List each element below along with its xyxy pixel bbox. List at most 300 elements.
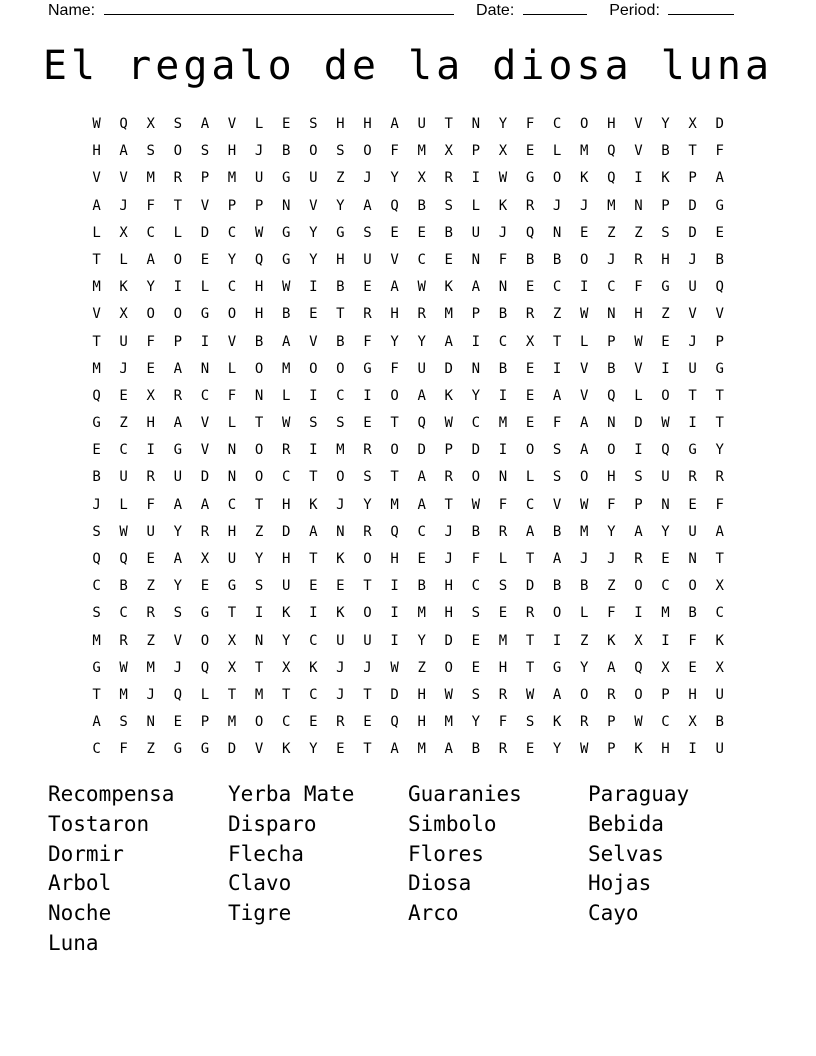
grid-letter[interactable]: A [444,333,453,350]
grid-letter[interactable]: P [227,197,237,214]
grid-letter[interactable]: W [417,279,426,296]
grid-letter[interactable]: V [309,333,318,350]
grid-letter[interactable]: J [146,686,155,703]
grid-letter[interactable]: Y [309,741,318,758]
grid-letter[interactable]: R [525,306,535,323]
grid-letter[interactable]: O [634,686,643,703]
grid-letter[interactable]: B [552,251,562,268]
grid-letter[interactable]: C [146,224,155,241]
grid-letter[interactable]: G [200,741,210,758]
grid-letter[interactable]: U [688,279,697,296]
grid-letter[interactable]: B [552,578,562,595]
grid-letter[interactable]: O [552,170,562,187]
grid-letter[interactable]: N [227,469,237,486]
grid-letter[interactable]: G [173,741,183,758]
grid-letter[interactable]: Y [607,523,616,540]
grid-letter[interactable]: V [552,496,562,513]
grid-letter[interactable]: I [661,632,670,649]
grid-letter[interactable]: T [715,415,724,432]
grid-letter[interactable]: Q [119,551,128,567]
grid-letter[interactable]: H [254,306,264,323]
grid-letter[interactable]: N [688,551,697,567]
grid-letter[interactable]: C [661,714,670,731]
grid-letter[interactable]: E [688,496,697,513]
grid-letter[interactable]: R [525,605,535,622]
grid-letter[interactable]: A [552,387,562,404]
grid-letter[interactable]: N [254,387,264,404]
grid-letter[interactable]: L [119,496,128,513]
grid-letter[interactable]: V [634,116,643,132]
grid-letter[interactable]: L [525,469,535,486]
name-field[interactable] [48,0,454,20]
grid-letter[interactable]: V [580,360,589,377]
grid-letter[interactable]: J [688,333,697,350]
grid-letter[interactable]: S [336,143,345,160]
grid-letter[interactable]: I [309,605,318,622]
grid-letter[interactable]: O [390,442,399,459]
grid-letter[interactable]: N [254,632,264,649]
grid-letter[interactable]: H [363,116,372,132]
grid-letter[interactable]: K [580,170,589,187]
grid-letter[interactable]: K [336,605,345,622]
grid-letter[interactable]: O [525,442,535,459]
grid-letter[interactable]: C [119,605,128,622]
grid-letter[interactable]: D [200,224,210,241]
grid-letter[interactable]: A [119,143,128,160]
grid-letter[interactable]: A [309,523,318,540]
grid-letter[interactable]: V [390,251,399,268]
grid-letter[interactable]: I [634,605,643,622]
grid-letter[interactable]: F [498,496,508,513]
grid-letter[interactable]: L [227,415,237,432]
grid-letter[interactable]: Y [254,551,264,567]
grid-letter[interactable]: B [444,224,453,241]
grid-letter[interactable]: E [661,333,670,350]
grid-letter[interactable]: B [254,333,264,350]
grid-letter[interactable]: V [580,387,589,404]
grid-letter[interactable]: M [417,605,426,622]
grid-letter[interactable]: A [525,523,535,540]
grid-letter[interactable]: Z [607,578,616,595]
grid-letter[interactable]: G [525,170,535,187]
grid-letter[interactable]: E [309,714,318,731]
grid-letter[interactable]: N [498,279,508,296]
grid-letter[interactable]: G [92,415,101,432]
grid-letter[interactable]: A [173,496,183,513]
grid-letter[interactable]: M [119,686,128,703]
grid-letter[interactable]: H [634,306,643,323]
grid-letter[interactable]: L [580,605,589,622]
grid-letter[interactable]: R [146,605,155,622]
grid-letter[interactable]: E [525,360,535,377]
grid-letter[interactable]: Z [634,224,643,241]
grid-letter[interactable]: B [715,251,724,268]
date-blank[interactable] [523,0,587,15]
grid-letter[interactable]: H [661,251,670,268]
grid-letter[interactable]: X [715,578,724,595]
grid-letter[interactable]: N [200,360,210,377]
grid-letter[interactable]: N [281,197,291,214]
grid-letter[interactable]: G [363,360,372,377]
grid-letter[interactable]: Y [309,224,318,241]
grid-letter[interactable]: M [281,360,291,377]
grid-letter[interactable]: P [254,197,264,214]
grid-letter[interactable]: B [119,578,128,595]
grid-letter[interactable]: W [281,415,291,432]
grid-letter[interactable]: H [336,116,345,132]
grid-letter[interactable]: F [715,496,724,513]
grid-letter[interactable]: Q [200,659,210,676]
grid-letter[interactable]: K [661,170,670,187]
grid-letter[interactable]: R [634,551,643,567]
grid-letter[interactable]: N [498,469,508,486]
grid-letter[interactable]: O [390,387,399,404]
grid-letter[interactable]: L [119,251,128,268]
grid-letter[interactable]: W [119,659,128,676]
grid-letter[interactable]: T [390,469,399,486]
grid-letter[interactable]: A [390,116,399,132]
grid-letter[interactable]: L [254,116,264,132]
grid-letter[interactable]: D [200,469,210,486]
grid-letter[interactable]: U [281,578,291,595]
grid-letter[interactable]: U [417,116,426,132]
grid-letter[interactable]: F [146,496,155,513]
grid-letter[interactable]: I [200,333,210,350]
grid-letter[interactable]: C [715,605,724,622]
grid-letter[interactable]: X [119,306,128,323]
grid-letter[interactable]: I [688,741,697,758]
grid-letter[interactable]: J [336,659,345,676]
grid-letter[interactable]: Y [336,197,345,214]
grid-letter[interactable]: P [471,143,481,160]
grid-letter[interactable]: O [227,306,237,323]
grid-letter[interactable]: M [580,143,589,160]
grid-letter[interactable]: M [92,632,101,649]
grid-letter[interactable]: N [471,116,481,132]
grid-letter[interactable]: U [688,360,697,377]
grid-letter[interactable]: I [146,442,155,459]
grid-letter[interactable]: G [281,224,291,241]
grid-letter[interactable]: W [498,170,508,187]
grid-letter[interactable]: S [471,686,481,703]
grid-letter[interactable]: J [607,251,616,268]
grid-letter[interactable]: T [309,551,318,567]
grid-letter[interactable]: C [417,523,426,540]
grid-letter[interactable]: R [634,251,643,268]
grid-letter[interactable]: E [363,279,372,296]
grid-letter[interactable]: S [661,224,670,241]
grid-letter[interactable]: R [525,197,535,214]
grid-letter[interactable]: N [336,523,345,540]
grid-letter[interactable]: E [471,632,481,649]
grid-letter[interactable]: O [336,360,345,377]
grid-letter[interactable]: Y [363,496,372,513]
grid-letter[interactable]: F [634,279,643,296]
grid-letter[interactable]: I [580,279,589,296]
grid-letter[interactable]: J [607,551,616,567]
grid-letter[interactable]: G [281,170,291,187]
grid-letter[interactable]: U [715,686,724,703]
grid-letter[interactable]: R [498,686,508,703]
grid-letter[interactable]: P [200,170,210,187]
grid-letter[interactable]: W [254,224,264,241]
grid-letter[interactable]: B [580,578,589,595]
grid-letter[interactable]: F [498,714,508,731]
grid-letter[interactable]: U [661,469,670,486]
grid-letter[interactable]: R [200,523,210,540]
grid-letter[interactable]: I [471,170,481,187]
grid-letter[interactable]: O [173,143,183,160]
grid-letter[interactable]: E [309,306,318,323]
grid-letter[interactable]: E [471,659,481,676]
grid-letter[interactable]: F [525,116,535,132]
grid-letter[interactable]: M [92,279,101,296]
grid-letter[interactable]: A [173,415,183,432]
grid-letter[interactable]: U [471,224,481,241]
grid-letter[interactable]: P [607,741,616,758]
grid-letter[interactable]: C [336,387,345,404]
grid-letter[interactable]: I [363,387,372,404]
grid-letter[interactable]: I [498,387,508,404]
grid-letter[interactable]: T [173,197,183,214]
grid-letter[interactable]: P [661,197,670,214]
grid-letter[interactable]: C [552,116,562,132]
grid-letter[interactable]: W [634,333,643,350]
grid-letter[interactable]: Q [661,442,670,459]
grid-letter[interactable]: X [200,551,210,567]
grid-letter[interactable]: K [119,279,128,296]
grid-letter[interactable]: T [254,496,264,513]
grid-letter[interactable]: T [525,632,535,649]
grid-letter[interactable]: E [444,251,453,268]
grid-letter[interactable]: P [607,333,616,350]
grid-letter[interactable]: C [471,415,481,432]
grid-letter[interactable]: J [336,686,345,703]
grid-letter[interactable]: A [363,197,372,214]
grid-letter[interactable]: O [661,387,670,404]
grid-letter[interactable]: T [309,469,318,486]
grid-letter[interactable]: H [444,605,453,622]
grid-letter[interactable]: X [227,659,237,676]
grid-letter[interactable]: I [390,632,399,649]
grid-letter[interactable]: N [661,496,670,513]
grid-letter[interactable]: H [390,306,399,323]
grid-letter[interactable]: E [200,578,210,595]
grid-letter[interactable]: W [92,116,101,132]
grid-letter[interactable]: V [634,143,643,160]
grid-letter[interactable]: W [119,523,128,540]
grid-letter[interactable]: T [92,333,101,350]
grid-letter[interactable]: Z [146,741,155,758]
grid-letter[interactable]: M [227,714,237,731]
grid-letter[interactable]: R [146,469,155,486]
grid-letter[interactable]: T [363,578,372,595]
grid-letter[interactable]: E [146,360,155,377]
grid-letter[interactable]: Q [417,415,426,432]
grid-letter[interactable]: O [552,605,562,622]
grid-letter[interactable]: E [417,551,426,567]
grid-letter[interactable]: M [417,741,426,758]
grid-letter[interactable]: C [227,496,237,513]
grid-letter[interactable]: W [661,415,670,432]
grid-letter[interactable]: S [254,578,264,595]
grid-letter[interactable]: D [444,632,453,649]
grid-letter[interactable]: D [227,741,237,758]
grid-letter[interactable]: I [309,387,318,404]
grid-letter[interactable]: G [200,306,210,323]
grid-letter[interactable]: T [552,333,562,350]
grid-letter[interactable]: K [281,605,291,622]
grid-letter[interactable]: T [390,415,399,432]
grid-letter[interactable]: X [661,659,670,676]
grid-letter[interactable]: W [634,714,643,731]
grid-letter[interactable]: O [363,143,372,160]
grid-letter[interactable]: C [309,686,318,703]
grid-letter[interactable]: A [715,523,724,540]
grid-letter[interactable]: S [471,605,481,622]
grid-letter[interactable]: Y [146,279,155,296]
grid-letter[interactable]: Z [119,415,128,432]
grid-letter[interactable]: B [552,523,562,540]
grid-letter[interactable]: J [580,197,589,214]
grid-letter[interactable]: K [309,496,318,513]
grid-letter[interactable]: J [119,197,128,214]
grid-letter[interactable]: G [688,442,697,459]
grid-letter[interactable]: Z [580,632,589,649]
grid-letter[interactable]: M [444,306,453,323]
grid-letter[interactable]: G [200,605,210,622]
grid-letter[interactable]: Q [390,714,399,731]
grid-letter[interactable]: T [227,686,237,703]
grid-letter[interactable]: X [688,116,697,132]
grid-letter[interactable]: A [281,333,291,350]
grid-letter[interactable]: R [688,469,697,486]
grid-letter[interactable]: O [634,578,643,595]
grid-letter[interactable]: Z [661,306,670,323]
grid-letter[interactable]: Y [417,333,426,350]
grid-letter[interactable]: F [715,143,724,160]
grid-letter[interactable]: K [634,741,643,758]
grid-letter[interactable]: L [580,333,589,350]
grid-letter[interactable]: R [173,387,183,404]
grid-letter[interactable]: O [254,442,264,459]
grid-letter[interactable]: S [92,523,101,540]
date-field[interactable] [476,0,587,20]
grid-letter[interactable]: Y [552,741,562,758]
grid-letter[interactable]: V [309,197,318,214]
grid-letter[interactable]: M [146,170,155,187]
grid-letter[interactable]: Y [661,523,670,540]
grid-letter[interactable]: E [92,442,101,459]
grid-letter[interactable]: E [417,224,426,241]
grid-letter[interactable]: R [363,442,372,459]
grid-letter[interactable]: C [92,578,101,595]
grid-letter[interactable]: J [498,224,508,241]
grid-letter[interactable]: H [417,686,426,703]
grid-letter[interactable]: Y [471,387,481,404]
grid-letter[interactable]: T [715,551,724,567]
grid-letter[interactable]: S [173,605,183,622]
grid-letter[interactable]: V [200,442,210,459]
grid-letter[interactable]: K [552,714,562,731]
grid-letter[interactable]: E [309,578,318,595]
grid-letter[interactable]: L [200,279,210,296]
grid-letter[interactable]: B [498,360,508,377]
grid-letter[interactable]: C [119,442,128,459]
grid-letter[interactable]: K [281,741,291,758]
grid-letter[interactable]: V [173,632,183,649]
grid-letter[interactable]: L [173,224,183,241]
grid-letter[interactable]: C [661,578,670,595]
grid-letter[interactable]: V [227,333,237,350]
grid-letter[interactable]: A [580,442,589,459]
grid-letter[interactable]: C [281,469,291,486]
grid-letter[interactable]: G [227,578,237,595]
grid-letter[interactable]: M [444,714,453,731]
grid-letter[interactable]: R [715,469,724,486]
grid-letter[interactable]: A [200,116,210,132]
grid-letter[interactable]: N [607,306,616,323]
grid-letter[interactable]: A [92,197,101,214]
grid-letter[interactable]: E [525,741,535,758]
grid-letter[interactable]: S [173,116,183,132]
grid-letter[interactable]: J [363,659,372,676]
grid-letter[interactable]: O [254,360,264,377]
grid-letter[interactable]: G [281,251,291,268]
grid-letter[interactable]: B [281,143,291,160]
grid-letter[interactable]: D [390,686,399,703]
grid-letter[interactable]: K [444,387,453,404]
grid-letter[interactable]: O [309,143,318,160]
grid-letter[interactable]: V [254,741,264,758]
grid-letter[interactable]: E [336,741,345,758]
grid-letter[interactable]: O [254,469,264,486]
grid-letter[interactable]: L [227,360,237,377]
grid-letter[interactable]: O [146,306,155,323]
grid-letter[interactable]: M [254,686,264,703]
grid-letter[interactable]: A [173,360,183,377]
grid-letter[interactable]: D [417,442,426,459]
grid-letter[interactable]: B [661,143,670,160]
grid-letter[interactable]: T [254,659,264,676]
grid-letter[interactable]: F [227,387,237,404]
grid-letter[interactable]: I [390,605,399,622]
grid-letter[interactable]: T [715,387,724,404]
grid-letter[interactable]: O [363,605,372,622]
grid-letter[interactable]: R [363,523,372,540]
grid-letter[interactable]: Z [417,659,426,676]
grid-letter[interactable]: A [444,741,453,758]
grid-letter[interactable]: D [444,360,453,377]
grid-letter[interactable]: A [417,387,426,404]
grid-letter[interactable]: Q [390,523,399,540]
grid-letter[interactable]: S [634,469,643,486]
grid-letter[interactable]: V [200,197,210,214]
grid-letter[interactable]: S [92,605,101,622]
grid-letter[interactable]: V [200,415,210,432]
grid-letter[interactable]: A [390,741,399,758]
grid-letter[interactable]: F [607,605,616,622]
grid-letter[interactable]: Y [173,523,183,540]
grid-letter[interactable]: N [552,224,562,241]
period-blank[interactable] [668,0,734,15]
grid-letter[interactable]: M [607,197,616,214]
grid-letter[interactable]: I [254,605,264,622]
grid-letter[interactable]: O [173,251,183,268]
grid-letter[interactable]: G [173,442,183,459]
grid-letter[interactable]: U [254,170,264,187]
grid-letter[interactable]: B [471,523,481,540]
